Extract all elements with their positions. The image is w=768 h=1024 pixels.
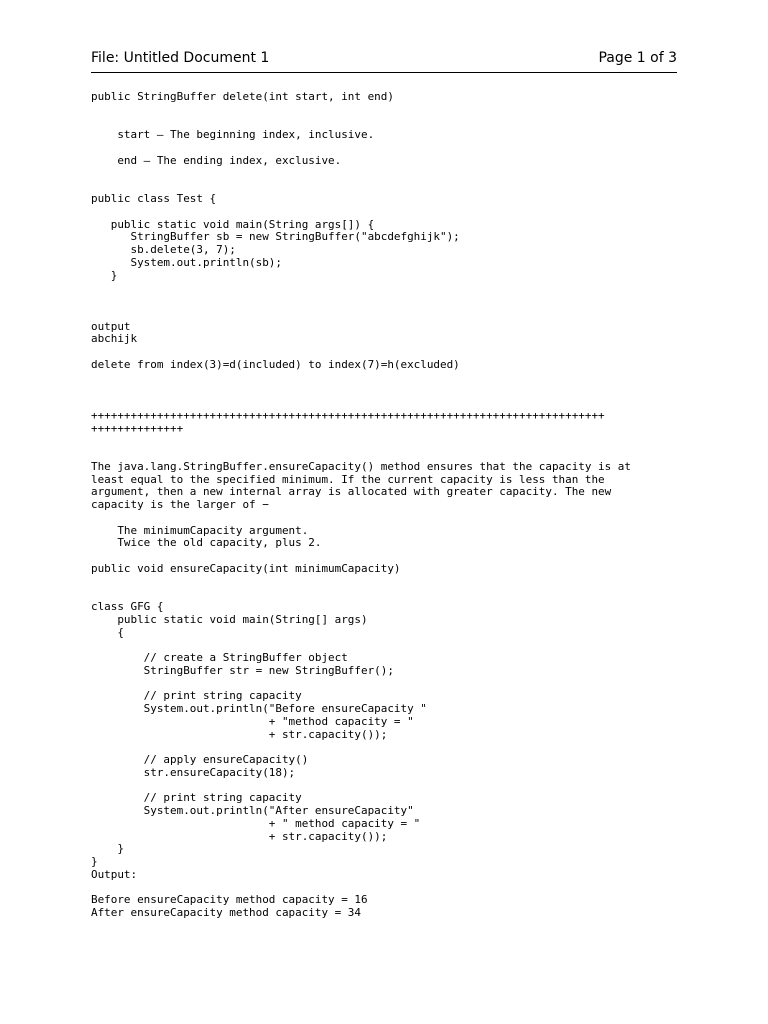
text-line: // create a StringBuffer object [91, 651, 348, 664]
text-line: } [91, 855, 98, 868]
page-number: Page 1 of 3 [598, 50, 677, 66]
text-line [91, 104, 681, 117]
text-line [91, 142, 681, 155]
text-line: The minimumCapacity argument. [91, 523, 309, 537]
text-line: argument, then a new internal array is allocated with greater capacity. The new [91, 485, 612, 499]
text-line: StringBuffer sb = new StringBuffer("abcdefghijk"); [91, 230, 460, 244]
text-line: abchijk [91, 332, 138, 346]
document-body [91, 91, 681, 920]
text-line [91, 435, 681, 448]
text-line: ++++++++++++++ [91, 421, 184, 435]
text-line: ++++++++++++++++++++++++++++++++++++++++++++++++++++++++++++++++++++++++++++++ [91, 408, 605, 422]
text-line: output [91, 319, 131, 333]
text-line: start – The beginning index, inclusive. [91, 128, 375, 142]
text-line [91, 448, 681, 461]
page-header [91, 50, 677, 73]
text-line: class GFG { [91, 600, 164, 613]
text-line: Output: [91, 867, 138, 881]
text-line: + str.capacity()); [91, 727, 388, 741]
text-line: // print string capacity [91, 791, 302, 805]
text-line [91, 346, 681, 359]
text-line: } [91, 842, 124, 856]
text-line: { [91, 625, 124, 639]
text-line [91, 308, 681, 321]
text-line [91, 384, 681, 397]
text-line: + str.capacity()); [91, 829, 388, 843]
text-line [91, 512, 681, 525]
text-line [91, 397, 681, 410]
text-line: System.out.println("Before ensureCapacity " [91, 702, 427, 715]
text-line: public class Test { [91, 192, 217, 205]
text-line: public StringBuffer delete(int start, int end) [91, 90, 394, 103]
text-line: end – The ending index, exclusive. [91, 153, 342, 167]
text-line: public void ensureCapacity(int minimumCapacity) [91, 561, 401, 575]
text-line: // print string capacity [91, 689, 302, 703]
text-line: + " method capacity = " [91, 816, 421, 830]
text-line [91, 206, 681, 219]
text-line: StringBuffer str = new StringBuffer(); [91, 663, 394, 677]
text-line [91, 550, 681, 563]
text-line: delete from index(3)=d(included) to index(7)=h(excluded) [91, 357, 460, 371]
text-line: Before ensureCapacity method capacity = 16 [91, 893, 368, 907]
text-line: The java.lang.StringBuffer.ensureCapacity() method ensures that the capacity is at [91, 459, 631, 473]
text-line: public static void main(String[] args) [91, 612, 368, 626]
text-line: After ensureCapacity method capacity = 34 [91, 906, 361, 919]
text-line: str.ensureCapacity(18); [91, 765, 296, 779]
text-line [91, 295, 681, 308]
text-line [91, 588, 681, 601]
file-title: File: Untitled Document 1 [91, 50, 270, 66]
text-line: capacity is the larger of − [91, 498, 269, 511]
text-line [91, 372, 681, 385]
text-line: public static void main(String args[]) { [91, 217, 375, 231]
text-line: sb.delete(3, 7); [91, 243, 236, 256]
text-line: // apply ensureCapacity() [91, 753, 309, 766]
text-line: System.out.println("After ensureCapacity" [91, 804, 414, 817]
text-line [91, 576, 681, 589]
text-line: } [91, 268, 118, 282]
text-line: Twice the old capacity, plus 2. [91, 536, 322, 550]
text-line [91, 168, 681, 181]
text-line [91, 282, 681, 295]
text-line: System.out.println(sb); [91, 255, 282, 269]
text-line: + "method capacity = " [91, 714, 414, 728]
text-line: least equal to the specified minimum. If the current capacity is less than the [91, 472, 605, 486]
